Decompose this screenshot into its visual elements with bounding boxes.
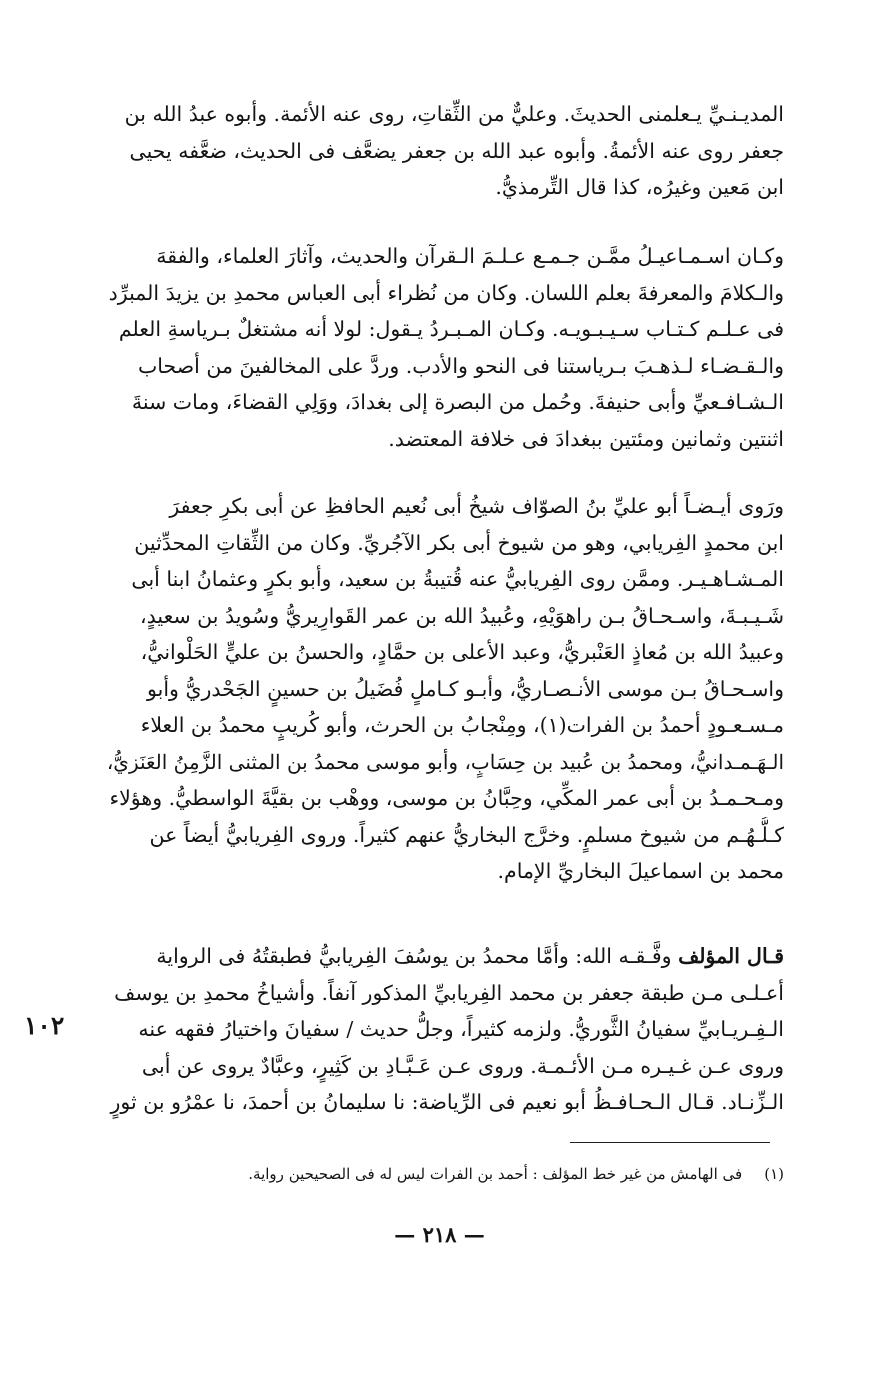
text-line: اثنتين وثمانين ومئتين ببغدادَ فى خلافة المعتضد.: [388, 426, 784, 451]
text-line: ومـحـمـدُ بن أبى عمر المكِّي، وحِبَّانُ بن موسى، ووهْب بن بقيَّةَ الواسطيُّ. وهؤلاء: [109, 786, 784, 810]
text-line: وروى عـن غـيـره مـن الأئـمـة. وروى عـن عَـبَّـادِ بن كَثِيرٍ، وعبَّادٌ يروى عن أبى: [141, 1053, 784, 1078]
footnote-number: (١): [764, 1165, 784, 1183]
page-number: — ٢١٨ —: [394, 1222, 485, 1247]
text-line: وعبيدُ الله بن مُعاذٍ العَنْبريُّ، وعبد الأعلى بن حمَّادٍ، والحسنُ بن عليٍّ الحَلْوانيُّ،: [140, 640, 784, 664]
text-line: كـلُّـهُـم من شيوخ مسلمٍ. وخرَّج البخاريُّ عنهم كثيراً. وروى الفِريابيُّ أيضاً عن: [149, 822, 784, 847]
footnote: [200, 1162, 784, 1186]
text-line: شَـيـبـةَ، واسـحـاقُ بـن راهوَيْهِ، وعُبيدُ الله بن عمر القَوارِيريُّ وسُويدُ بن سعيدٍ،: [140, 603, 784, 628]
text-line: جعفر روى عنه الأئمةُ. وأبوه عبد الله بن جعفر يضعَّف فى الحديث، ضعَّفه يحيى: [129, 138, 784, 163]
paragraph-3: [100, 488, 784, 890]
footnote-text: فى الهامش من غير خط المؤلف : أحمد بن الفرات ليس له فى الصحيحين رواية.: [248, 1165, 743, 1183]
paragraph-lead: قـال المؤلف: [678, 944, 784, 968]
text-line: الـزِّنـاد. قـال الـحـافـظُ أبو نعيم فى الرِّياضة: نا سليمانُ بن أحمدَ، نا عمْرُو بن ثورٍ: [110, 1090, 784, 1114]
text-line: المديـنـيِّ يـعلمنى الحديثَ. وعليٌّ من الثِّقاتِ، روى عنه الأئمة. وأبوه عبدُ الله بن: [124, 102, 784, 126]
text-line: المـشـاهـيـر. وممَّن روى الفِريابيُّ عنه قُتيبةُ بن سعيد، وأبو بكرٍ وعثمانُ ابنا أبى: [131, 567, 784, 591]
text-line: أعـلـى مـن طبقة جعفر بن محمد الفِريابيِّ المذكور آنفاً. وأشياخُ محمدِ بن يوسف: [114, 980, 784, 1005]
text-line-with-lead: [100, 938, 784, 975]
footnote-divider: [570, 1142, 770, 1143]
paragraph-1: [100, 96, 784, 206]
text-line: واسـحـاقُ بـن موسى الأنـصـاريُّ، وأبـو كـاملٍ فُضَيلُ بن حسينٍ الجَحْدريُّ وأبو: [147, 676, 784, 701]
text-line: وكـان اسـمـاعيـلُ ممَّـن جـمـع عـلـمَ الـقرآن والحديث، وآثارَ العلماء، والفقهَ: [156, 244, 784, 268]
paragraph-2: [100, 238, 784, 457]
margin-folio-number: ١٠٢: [24, 1011, 65, 1040]
text-line: والـقـضـاء لـذهـبَ بـرياستنا فى النحو والأدب. وردَّ على المخالفينَ من أصحاب: [137, 353, 784, 378]
paragraph-4: [100, 938, 784, 1121]
text-line: ابن مَعين وغيرُه، كذا قال التِّرمذيُّ.: [495, 175, 784, 199]
text-line: وفَّـقـه الله: وأمَّا محمدُ بن يوسُفَ الفِريابيُّ فطبقتُهُ فى الرواية: [156, 944, 672, 968]
text-line: الـهَـمـدانيُّ، ومحمدُ بن عُبيد بن حِسَابٍ، وأبو موسى محمدُ بن المثنى الزَّمِنُ العَنَزيُّ،: [106, 749, 784, 774]
text-line: ابن محمدٍ الفِريابي، وهو من شيوخ أبى بكر الآجُريِّ. وكان من الثِّقاتِ المحدِّثين: [134, 530, 784, 555]
text-line: ورَوى أيـضـاً أبو عليِّ بنُ الصوّاف شيخُ أبى نُعيم الحافظِ عن أبى بكرِ جعفرَ: [169, 494, 784, 518]
text-line: الـفِـريـابيِّ سفيانُ الثَّوريُّ. ولزمه كثيراً، وجلُّ حديث / سفيانَ واختيارُ فقهه عنه: [138, 1017, 784, 1041]
text-line: الـشـافـعيِّ وأبى حنيفةَ. وحُمل من البصرة إلى بغدادَ، ووَلِي القضاءَ، ومات سنةَ: [131, 390, 784, 414]
text-line: محمد بن اسماعيلَ البخاريِّ الإمام.: [497, 859, 784, 883]
text-line: مـسـعـودٍ أحمدُ بن الفرات(١)، ومِنْجابُ بن الحرث، وأبو كُريبٍ محمدُ بن العلاء: [140, 713, 784, 737]
text-line: والـكلامَ والمعرفةَ بعلم اللسان. وكان من نُظراء أبى العباس محمدِ بن يزيدَ المبرِّد: [108, 280, 784, 305]
text-line: فى عـلـم كـتـاب سـيـبـويـه. وكـان المـبـردُ يـقول: لولا أنه مشتغلٌ بـرياسةِ العلم: [118, 317, 784, 341]
